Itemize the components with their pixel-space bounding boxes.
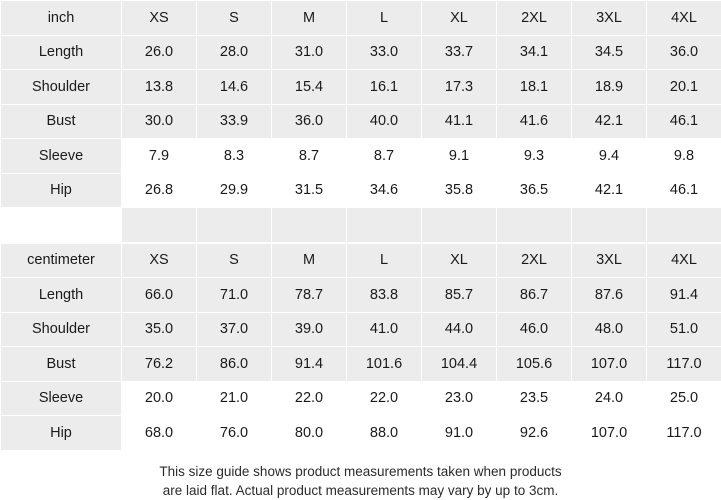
cell: 86.0 — [197, 347, 272, 382]
cell: 41.1 — [422, 104, 497, 139]
cell: 9.8 — [647, 139, 721, 174]
column-header-l: L — [347, 1, 422, 36]
cell: 34.6 — [347, 173, 422, 208]
cell: 51.0 — [647, 312, 721, 347]
cell: 34.5 — [572, 35, 647, 70]
cell: 20.1 — [647, 70, 721, 105]
cell: 31.0 — [272, 35, 347, 70]
cell: 30.0 — [122, 104, 197, 139]
cell: 35.0 — [122, 312, 197, 347]
note-line-2: are laid flat. Actual product measurements may vary by up to 3cm. — [0, 481, 721, 500]
cell: 107.0 — [572, 347, 647, 382]
cell: 71.0 — [197, 278, 272, 313]
cell: 20.0 — [122, 381, 197, 416]
size-table-centimeter — [0, 243, 721, 451]
size-table-inch — [0, 0, 721, 243]
cell: 44.0 — [422, 312, 497, 347]
cell: 33.9 — [197, 104, 272, 139]
note-line-1: This size guide shows product measurements taken when products — [0, 462, 721, 481]
cell: 92.6 — [497, 416, 572, 451]
gap-cell — [197, 208, 272, 243]
column-header-xs: XS — [122, 1, 197, 36]
cell: 117.0 — [647, 416, 721, 451]
cell: 9.3 — [497, 139, 572, 174]
cell: 9.4 — [572, 139, 647, 174]
cell: 21.0 — [197, 381, 272, 416]
table-row — [1, 70, 721, 105]
cell: 14.6 — [197, 70, 272, 105]
cell: 17.3 — [422, 70, 497, 105]
cell: 41.6 — [497, 104, 572, 139]
cell: 26.8 — [122, 173, 197, 208]
cell: 9.1 — [422, 139, 497, 174]
table-header-row — [1, 243, 721, 278]
row-label-sleeve: Sleeve — [1, 139, 122, 174]
cell: 16.1 — [347, 70, 422, 105]
cell: 24.0 — [572, 381, 647, 416]
cell: 40.0 — [347, 104, 422, 139]
cell: 91.0 — [422, 416, 497, 451]
cell: 23.5 — [497, 381, 572, 416]
table-gap-row — [1, 208, 721, 243]
column-header-4xl: 4XL — [647, 243, 721, 278]
cell: 8.3 — [197, 139, 272, 174]
column-header-s: S — [197, 1, 272, 36]
cell: 76.0 — [197, 416, 272, 451]
cell: 80.0 — [272, 416, 347, 451]
cell: 41.0 — [347, 312, 422, 347]
cell: 85.7 — [422, 278, 497, 313]
cell: 22.0 — [272, 381, 347, 416]
row-label-hip: Hip — [1, 173, 122, 208]
column-header-3xl: 3XL — [572, 1, 647, 36]
gap-cell — [422, 208, 497, 243]
gap-cell — [1, 208, 122, 243]
cell: 8.7 — [347, 139, 422, 174]
cell: 88.0 — [347, 416, 422, 451]
column-header-xl: XL — [422, 243, 497, 278]
cell: 91.4 — [272, 347, 347, 382]
gap-cell — [347, 208, 422, 243]
cell: 33.0 — [347, 35, 422, 70]
cell: 91.4 — [647, 278, 721, 313]
column-header-4xl: 4XL — [647, 1, 721, 36]
cell: 117.0 — [647, 347, 721, 382]
cell: 105.6 — [497, 347, 572, 382]
row-label-length: Length — [1, 278, 122, 313]
cell: 25.0 — [647, 381, 721, 416]
column-header-2xl: 2XL — [497, 243, 572, 278]
table-row — [1, 173, 721, 208]
column-header-2xl: 2XL — [497, 1, 572, 36]
table-row — [1, 381, 721, 416]
row-label-hip: Hip — [1, 416, 122, 451]
cell: 35.8 — [422, 173, 497, 208]
cell: 42.1 — [572, 104, 647, 139]
cell: 26.0 — [122, 35, 197, 70]
cell: 104.4 — [422, 347, 497, 382]
cell: 36.0 — [272, 104, 347, 139]
cell: 7.9 — [122, 139, 197, 174]
row-label-shoulder: Shoulder — [1, 70, 122, 105]
column-header-3xl: 3XL — [572, 243, 647, 278]
cell: 18.1 — [497, 70, 572, 105]
gap-cell — [122, 208, 197, 243]
column-header-l: L — [347, 243, 422, 278]
table-row — [1, 347, 721, 382]
column-header-xs: XS — [122, 243, 197, 278]
cell: 36.0 — [647, 35, 721, 70]
cell: 22.0 — [347, 381, 422, 416]
row-label-shoulder: Shoulder — [1, 312, 122, 347]
cell: 23.0 — [422, 381, 497, 416]
table-row — [1, 416, 721, 451]
cell: 76.2 — [122, 347, 197, 382]
cell: 78.7 — [272, 278, 347, 313]
cell: 66.0 — [122, 278, 197, 313]
cell: 86.7 — [497, 278, 572, 313]
cell: 48.0 — [572, 312, 647, 347]
cell: 107.0 — [572, 416, 647, 451]
cell: 46.1 — [647, 173, 721, 208]
cell: 68.0 — [122, 416, 197, 451]
table-row — [1, 278, 721, 313]
table-row — [1, 139, 721, 174]
row-label-bust: Bust — [1, 104, 122, 139]
cell: 33.7 — [422, 35, 497, 70]
table-row — [1, 104, 721, 139]
gap-cell — [572, 208, 647, 243]
column-header-s: S — [197, 243, 272, 278]
unit-label-inch: inch — [1, 1, 122, 36]
cell: 13.8 — [122, 70, 197, 105]
cell: 42.1 — [572, 173, 647, 208]
cell: 87.6 — [572, 278, 647, 313]
table-row — [1, 35, 721, 70]
cell: 18.9 — [572, 70, 647, 105]
gap-cell — [272, 208, 347, 243]
table-header-row — [1, 1, 721, 36]
cell: 46.0 — [497, 312, 572, 347]
cell: 8.7 — [272, 139, 347, 174]
cell: 36.5 — [497, 173, 572, 208]
column-header-m: M — [272, 1, 347, 36]
cell: 46.1 — [647, 104, 721, 139]
table-row — [1, 312, 721, 347]
cell: 39.0 — [272, 312, 347, 347]
cell: 101.6 — [347, 347, 422, 382]
column-header-xl: XL — [422, 1, 497, 36]
size-guide-note — [0, 451, 721, 500]
row-label-length: Length — [1, 35, 122, 70]
gap-cell — [497, 208, 572, 243]
unit-label-centimeter: centimeter — [1, 243, 122, 278]
row-label-bust: Bust — [1, 347, 122, 382]
column-header-m: M — [272, 243, 347, 278]
cell: 28.0 — [197, 35, 272, 70]
cell: 15.4 — [272, 70, 347, 105]
cell: 29.9 — [197, 173, 272, 208]
cell: 83.8 — [347, 278, 422, 313]
cell: 31.5 — [272, 173, 347, 208]
gap-cell — [647, 208, 721, 243]
cell: 37.0 — [197, 312, 272, 347]
row-label-sleeve: Sleeve — [1, 381, 122, 416]
cell: 34.1 — [497, 35, 572, 70]
